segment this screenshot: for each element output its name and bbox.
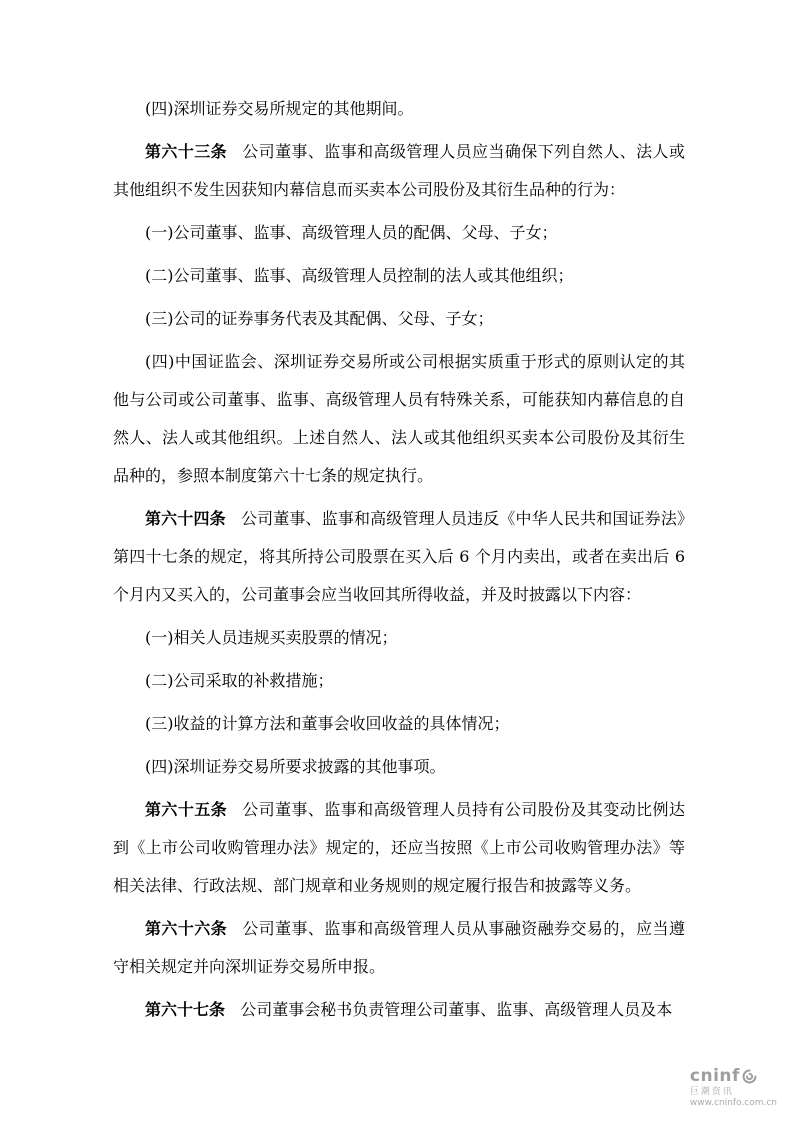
paragraph-text: (四)深圳证券交易所规定的其他期间。	[145, 99, 414, 118]
cninfo-wordmark: cninf	[689, 1065, 740, 1086]
paragraph	[113, 705, 685, 743]
paragraph-text: (二)公司采取的补救措施；	[145, 671, 334, 690]
paragraph	[113, 748, 685, 786]
article-number: 第六十四条	[145, 509, 226, 528]
paragraph	[113, 300, 685, 338]
paragraph-text: 公司董事、监事和高级管理人员从事融资融券交易的，应当遵守相关规定并向深圳证券交易所申报。	[113, 919, 685, 976]
cninfo-logo	[690, 1067, 777, 1087]
paragraph	[113, 500, 685, 614]
paragraph-text: 公司董事、监事和高级管理人员应当确保下列自然人、法人或其他组织不发生因获知内幕信息而买卖本公司股份及其衍生品种的行为：	[113, 142, 685, 199]
paragraph	[113, 343, 685, 495]
paragraph	[113, 910, 685, 986]
paragraph-text: (三)公司的证券事务代表及其配偶、父母、子女；	[145, 309, 494, 328]
cninfo-url: www.cninfo.com.cn	[689, 1097, 777, 1108]
cninfo-swirl-icon	[742, 1069, 757, 1084]
article-number: 第六十三条	[145, 142, 228, 161]
article-number: 第六十六条	[145, 919, 228, 938]
paragraph-text: (二)公司董事、监事、高级管理人员控制的法人或其他组织；	[145, 266, 574, 285]
paragraph-text: 公司董事、监事和高级管理人员持有公司股份及其变动比例达到《上市公司收购管理办法》规定的，还应当按照《上市公司收购管理办法》等相关法律、行政法规、部门规章和业务规则的规定履行报告和披露等义务。	[113, 800, 685, 895]
paragraph-text: 公司董事会秘书负责管理公司董事、监事、高级管理人员及本	[240, 1000, 673, 1019]
paragraph	[113, 791, 685, 905]
paragraph-text: (一)公司董事、监事、高级管理人员的配偶、父母、子女；	[145, 223, 558, 242]
cninfo-brand-cn: 巨潮资讯	[689, 1087, 734, 1098]
paragraph	[113, 90, 685, 128]
article-number: 第六十七条	[145, 1000, 226, 1019]
paragraph-text: (四)中国证监会、深圳证券交易所或公司根据实质重于形式的原则认定的其他与公司或公司董事、监事、高级管理人员有特殊关系，可能获知内幕信息的自然人、法人或其他组织。上述自然人、法人或其他组织买卖本公司股份及其衍生品种的，参照本制度第六十七条的规定执行。	[113, 352, 685, 485]
paragraph	[113, 257, 685, 295]
paragraph-text: 公司董事、监事和高级管理人员违反《中华人民共和国证券法》第四十七条的规定，将其所持公司股票在买入后 6 个月内卖出，或者在卖出后 6 个月内又买入的，公司董事会应当收回其所得收益，并及时披露以下内容：	[113, 509, 685, 604]
document-body	[113, 90, 685, 1029]
paragraph	[113, 133, 685, 209]
paragraph-text: (四)深圳证券交易所要求披露的其他事项。	[145, 757, 446, 776]
paragraph	[113, 619, 685, 657]
paragraph	[113, 991, 685, 1029]
paragraph	[113, 214, 685, 252]
paragraph-text: (一)相关人员违规买卖股票的情况；	[145, 628, 398, 647]
paragraph	[113, 662, 685, 700]
cninfo-watermark	[690, 1067, 777, 1108]
article-number: 第六十五条	[145, 800, 228, 819]
paragraph-text: (三)收益的计算方法和董事会收回收益的具体情况；	[145, 714, 510, 733]
